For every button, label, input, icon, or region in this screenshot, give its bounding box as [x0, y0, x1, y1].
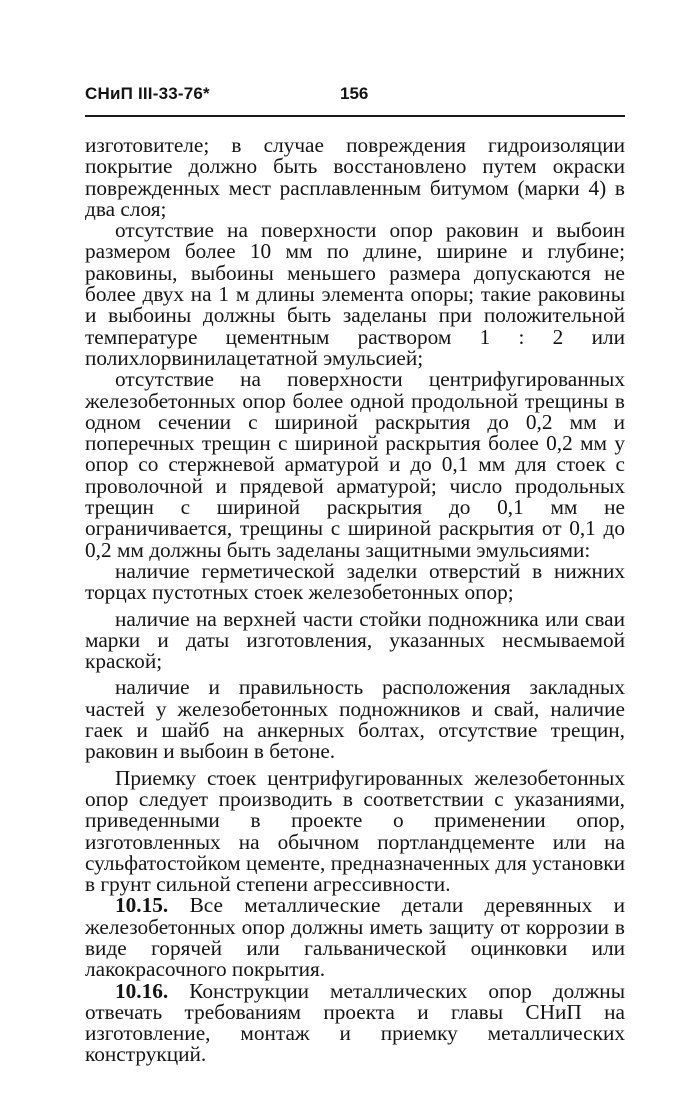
clause-number: 10.15.	[115, 893, 169, 918]
clause-10-15	[85, 895, 625, 980]
clause-number: 10.16.	[115, 978, 169, 1003]
page-header	[85, 82, 625, 112]
page-number: 156	[340, 84, 369, 103]
page-body	[85, 135, 625, 1066]
paragraph: отсутствие на поверхности центрифугированных железобетонных опор более одной продольной трещины в одном сечении с шириной раскрытия до 0,2 мм и поперечных трещин с шириной раскрытия более 0,2 мм у опор со стержневой арматурой и до 0,1 мм для стоек с проволочной и прядевой арматурой; число продольных трещин с шириной раскрытия до 0,1 мм не ограничивается, трещины с шириной раскрытия от 0,1 до 0,2 мм должны быть заделаны защитными эмульсиями:	[85, 367, 625, 562]
document-code: СНиП III-33-76*	[85, 84, 210, 103]
clause-text: Все металлические детали деревянных и железобетонных опор должны иметь защиту от коррозии в виде горячей или гальванической оцинковки или лакокрасочного покрытия.	[85, 893, 625, 982]
paragraph: наличие герметической заделки отверстий в нижних торцах пустотных стоек железобетонных опор;	[85, 558, 625, 605]
header-rule	[85, 115, 625, 117]
clause-10-16	[85, 978, 625, 1067]
clause-text: Конструкции металлических опор должны отвечать требованиям проекта и главы СНиП на изготовление, монтаж и приемку металлических конструкций.	[85, 978, 625, 1067]
paragraph: наличие на верхней части стойки подножника или сваи марки и даты изготовления, указанных несмываемой краской;	[85, 606, 625, 674]
paragraph: наличие и правильность расположения закладных частей у железобетонных подножников и свай, наличие гаек и шайб на анкерных болтах, отсутствие трещин, раковин и выбоин в бетоне.	[85, 675, 625, 764]
paragraph: Приемку стоек центрифугированных железобетонных опор следует производить в соответствии с указаниями, приведенными в проекте о применении опор, изготовленных на обычном портландцементе или на сульфатостойком цементе, предназначенных для установки в грунт сильной степени агрессивности.	[85, 765, 625, 897]
paragraph: изготовителе; в случае повреждения гидроизоляции покрытие должно быть восстановлено путем окраски поврежденных мест расплавленным битумом (марки 4) в два слоя;	[85, 133, 625, 221]
paragraph: отсутствие на поверхности опор раковин и выбоин размером более 10 мм по длине, ширине и глубине; раковины, выбоины меньшего размера допускаются не более двух на 1 м длины элемента опоры; такие раковины и выбоины должны быть заделаны при положительной температуре цементным раствором 1 : 2 или полихлорвинилацетатной эмульсией;	[85, 218, 625, 370]
